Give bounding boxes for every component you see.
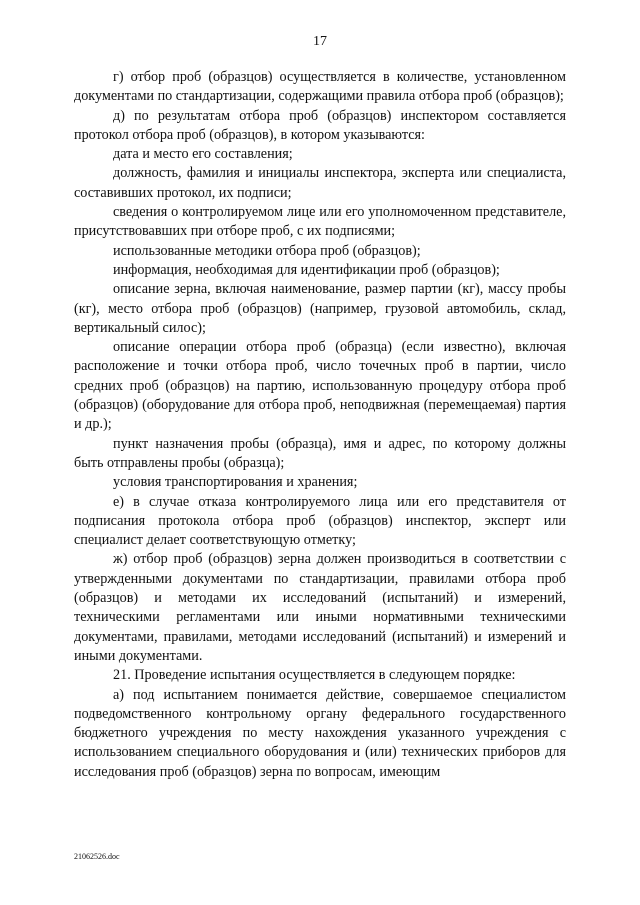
list-item-sampling-operation: описание операции отбора проб (образца) (если известно), включая расположение и точки отбора проб, число точечных проб в партии, число средних проб (образцов) на партию, использованную процедуру отбора проб (образцов) (оборудование для отбора проб, неподвижная (перемещаемая) партия и др.); xyxy=(74,339,566,433)
section-21-heading: 21. Проведение испытания осуществляется в следующем порядке: xyxy=(113,667,516,684)
document-body xyxy=(74,68,566,782)
page-number: 17 xyxy=(313,34,327,49)
paragraph-d: д) по результатам отбора проб (образцов) инспектором составляется протокол отбора проб (образцов), в котором указываются: xyxy=(74,107,566,143)
list-item-destination: пункт назначения пробы (образца), имя и адрес, по которому должны быть отправлены пробы (образца); xyxy=(74,435,566,471)
list-item-controlled-person: сведения о контролируемом лице или его уполномоченном представителе, присутствовавших при отборе проб, с их подписями; xyxy=(74,204,566,240)
document-code: 21062526.doc xyxy=(74,852,120,861)
list-item-inspector: должность, фамилия и инициалы инспектора, эксперта или специалиста, составивших протокол, их подписи; xyxy=(74,165,566,201)
list-item-methods: использованные методики отбора проб (образцов); xyxy=(113,242,421,259)
paragraph-g: г) отбор проб (образцов) осуществляется в количестве, установленном документами по стандартизации, содержащими правила отбора проб (образцов); xyxy=(74,69,566,105)
paragraph-e: е) в случае отказа контролируемого лица или его представителя от подписания протокола отбора проб (образцов) инспектор, эксперт или специалист делает соответствующую отметку; xyxy=(74,493,566,549)
paragraph-a: а) под испытанием понимается действие, совершаемое специалистом подведомственного контрольному органу федерального государственного бюджетного учреждения по месту нахождения указанного учреждения с использованием специального оборудования и (или) технических приборов для исследования проб (образцов) зерна по вопросам, имеющим xyxy=(74,686,566,780)
paragraph-zh: ж) отбор проб (образцов) зерна должен производиться в соответствии с утвержденными документами по стандартизации, правилами отбора проб (образцов) и методами их исследований (испытаний) и измерений, техническими регламентами или иными нормативными техническими документами, правилами, методами исследований (испытаний) и измерений и иными документами. xyxy=(74,551,566,664)
list-item-date-place: дата и место его составления; xyxy=(113,146,293,163)
list-item-grain-description: описание зерна, включая наименование, размер партии (кг), массу пробы (кг), место отбора проб (образцов) (например, грузовой автомобиль, склад, вертикальный силос); xyxy=(74,281,566,336)
list-item-identification: информация, необходимая для идентификации проб (образцов); xyxy=(113,261,500,278)
list-item-transport: условия транспортирования и хранения; xyxy=(113,474,358,491)
